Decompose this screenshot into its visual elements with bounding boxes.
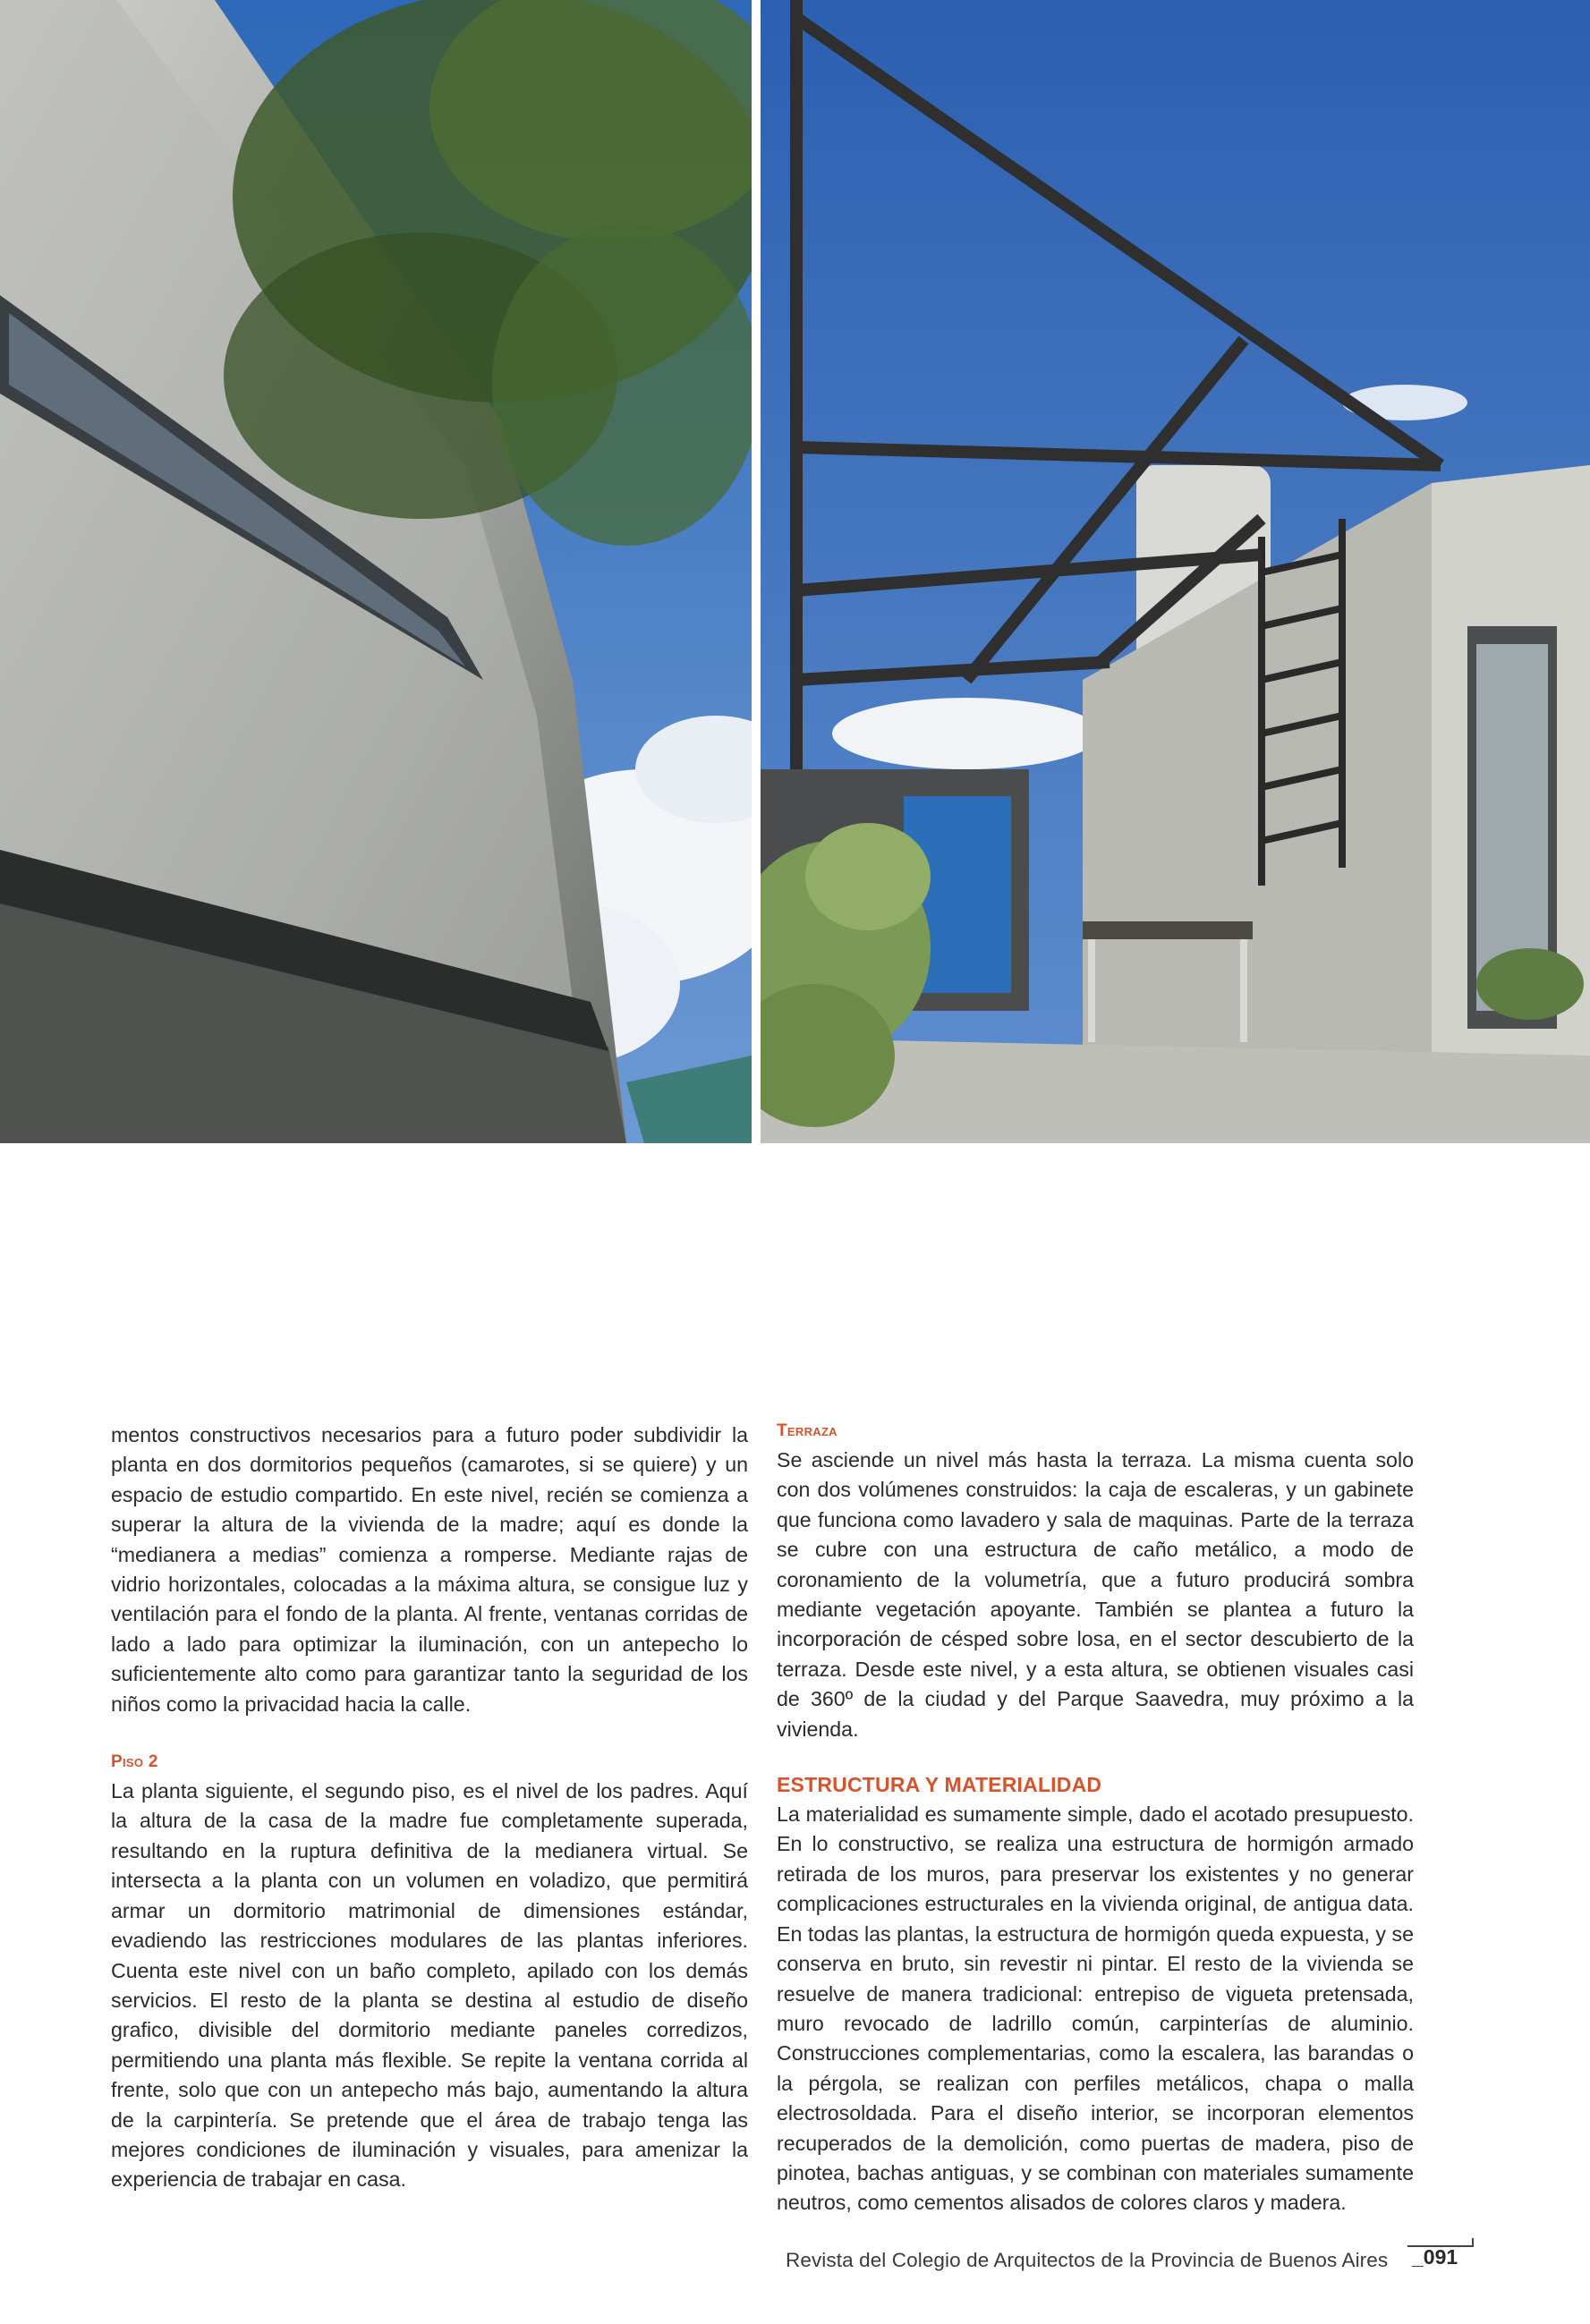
text-column-right <box>777 1421 1414 2218</box>
body-paragraph: La planta siguiente, el segundo piso, es el nivel de los padres. Aquí la altura de la casa de la madre fue completamente superada, resultando en la ruptura definitiva de la medianera virtual. Se intersecta a la planta con un volumen en voladizo, que permitirá armar un dormitorio matrimonial de dimensiones estándar, evadiendo las restricciones modulares de las plantas inferiores. Cuenta este nivel con un baño completo, apilado con los demás servicios. El resto de la planta se destina al estudio de diseño grafico, divisible del dormitorio mediante paneles corredizos, permitiendo una planta más flexible. Se repite la ventana corrida al frente, solo que con un antepecho más bajo, aumentando la altura de la carpintería. Se pretende que el área de trabajo tenga las mejores condiciones de iluminación y visuales, para amenizar la experiencia de trabajar en casa. <box>111 1779 748 2192</box>
page-number: _091 <box>1412 2245 1458 2269</box>
section-heading-terraza: Terraza <box>777 1421 838 1440</box>
body-paragraph: mentos constructivos necesarios para a futuro poder subdividir la planta en dos dormitorios pequeños (camarotes, si se quiere) y un espacio de estudio compartido. En este nivel, recién se comienza a superar la altura de la vivienda de la madre; aquí es donde la “medianera a medias” comienza a romperse. Mediante rajas de vidrio horizontales, colocadas a la máxima altura, se consigue luz y ventilación para el fondo de la planta. Al frente, ventanas corridas de lado a lado para optimizar la iluminación, con un antepecho lo suficientemente alto como para garantizar tanto la seguridad de los niños como la privacidad hacia la calle. <box>111 1423 748 1716</box>
section-heading-estructura: ESTRUCTURA Y MATERIALIDAD <box>777 1773 1102 1797</box>
body-paragraph: Se asciende un nivel más hasta la terraza. La misma cuenta solo con dos volúmenes construidos: la caja de escaleras, y un gabinete que funciona como lavadero y sala de maquinas. Parte de la terraza se cubre con una estructura de caño metálico, a modo de coronamiento de la volumetría, que a futuro producirá sombra mediante vegetación apoyante. También se plantea a futuro la incorporación de césped sobre losa, en el sector descubierto de la terraza. Desde este nivel, y a esta altura, se obtienen visuales casi de 360º de la ciudad y del Parque Saavedra, muy próximo a la vivienda. <box>777 1448 1414 1741</box>
section-heading-piso-2: Piso 2 <box>111 1752 158 1772</box>
body-paragraph: La materialidad es sumamente simple, dado el acotado presupuesto. En lo constructivo, se realiza una estructura de hormigón armado retirada de los muros, para preservar los existentes y no generar complicaciones estructurales en la vivienda original, de antigua data. En todas las plantas, la estructura de hormigón queda expuesta, y se conserva en bruto, sin revestir ni pintar. El resto de la vivienda se resuelve de manera tradicional: entrepiso de vigueta pretensada, muro revocado de ladrillo común, carpinterías de aluminio. Construcciones complementarias, como la escalera, las barandas o la pérgola, se realizan con perfiles metálicos, chapa o malla electrosoldada. Para el diseño interior, se incorporan elementos recuperados de la demolición, como puertas de madera, piso de pinotea, bachas antiguas, y se combinan con materiales sumamente neutros, como cementos alisados de colores claros y madera. <box>777 1802 1414 2215</box>
rooftop-terrace-photo <box>761 0 1590 1143</box>
page-number-tick <box>1472 2238 1474 2247</box>
footer-publication: Revista del Colegio de Arquitectos de la Provincia de Buenos Aires <box>786 2249 1389 2271</box>
text-column-left <box>111 1421 748 2195</box>
house-facade-photo <box>0 0 752 1143</box>
